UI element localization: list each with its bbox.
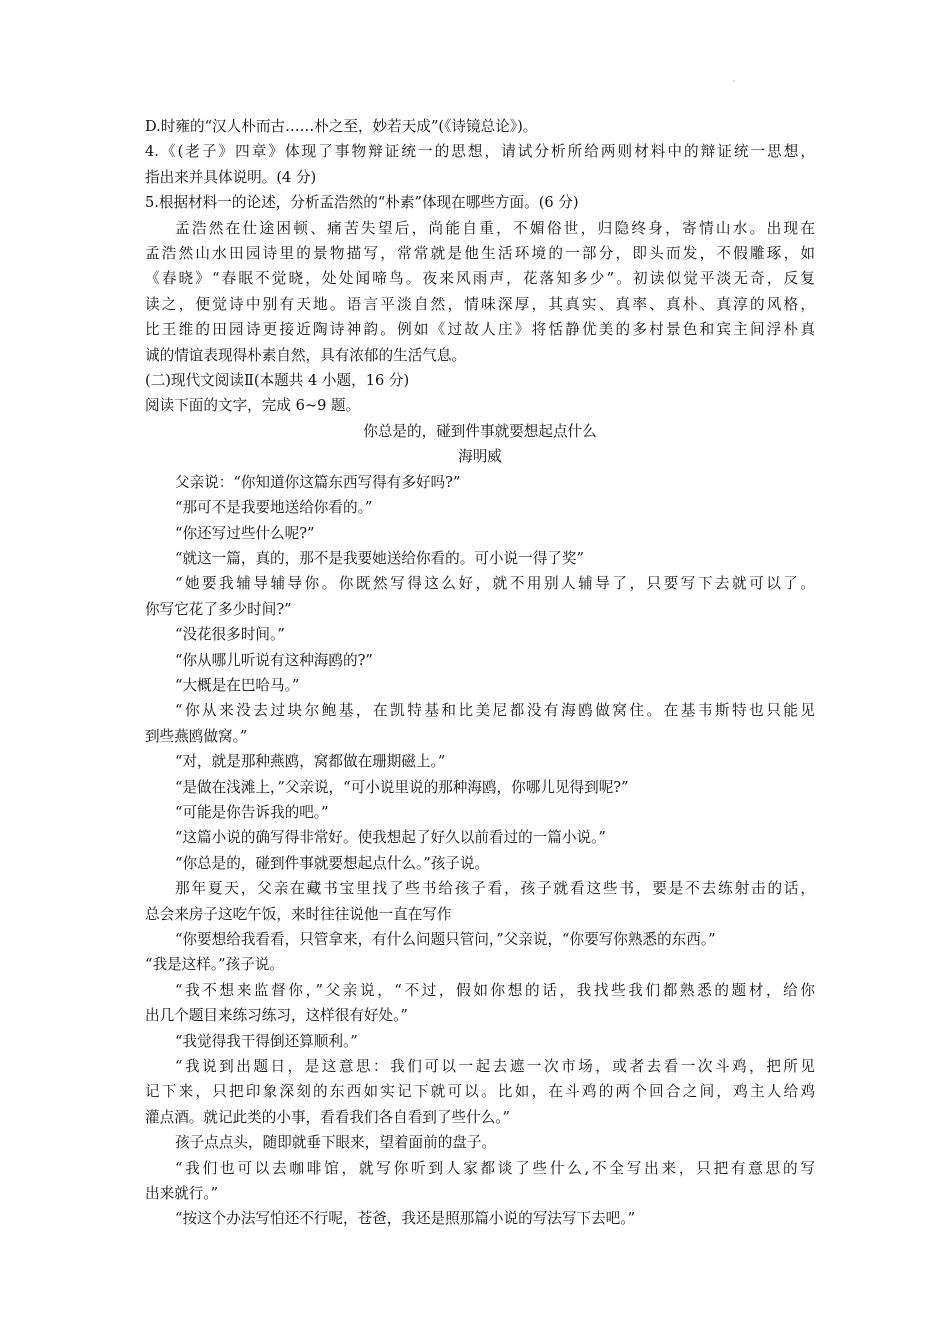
story-paragraph xyxy=(145,622,815,647)
answer-paragraph xyxy=(145,216,815,368)
question-4-line-1: 4.《(老子》四章》体现了事物辩证统一的思想，请试分析所给两则材料中的辩证统一思想， xyxy=(145,143,815,161)
corner-mark-top xyxy=(733,80,735,82)
story-paragraph xyxy=(145,470,815,495)
question-5: 5.根据材料一的论述，分析孟浩然的“朴素”体现在哪些方面。(6 分) xyxy=(145,194,579,212)
story-line: 那年夏天，父亲在藏书宝里找了些书给孩子看，孩子就看这些书，要是不去练射击的话， xyxy=(175,880,815,898)
story-line: “按这个办法写怕还不行呢，苍爸，我还是照那篇小说的写法写下去吧。” xyxy=(175,1210,636,1228)
story-line: 出来就行。” xyxy=(145,1185,219,1203)
story-line: “我说到出题日，是这意思：我们可以一起去遮一次市场，或者去看一次斗鸡，把所见 xyxy=(175,1058,815,1076)
story-paragraph xyxy=(145,1130,815,1155)
story-line: “是做在浅滩上，”父亲说，“可小说里说的那种海鸥，你哪儿见得到呢?” xyxy=(175,778,629,796)
answer-line: 比王维的田园诗更接近陶诗神韵。例如《过故人庄》将恬静优美的多村景色和宾主间浮朴真 xyxy=(145,321,815,339)
story-line: “你从来没去过块尔鲍基，在凯特基和比美尼都没有海鸥做窝住。在基韦斯特也只能见 xyxy=(175,702,815,720)
story-paragraph xyxy=(145,749,815,774)
section-heading: (二)现代文阅读Ⅱ(本题共 4 小题，16 分) xyxy=(145,372,410,390)
story-line: 灌点酒。就记此类的小事，看看我们各自看到了些什么。” xyxy=(145,1108,511,1126)
story-line: 到些燕鸥做窝。” xyxy=(145,727,248,745)
story-line: “我觉得我干得倒还算顺利。” xyxy=(175,1032,358,1050)
story-paragraph xyxy=(145,978,815,1029)
option-d: D.时雍的“汉人朴而古……朴之至，妙若天成”(《诗镜总论》)。 xyxy=(145,118,538,135)
document-page xyxy=(145,114,815,1232)
story-paragraph xyxy=(145,800,815,825)
story-line: “可能是你告诉我的吧。” xyxy=(175,803,329,821)
story-paragraph xyxy=(145,648,815,673)
story-paragraph xyxy=(145,876,815,927)
story-paragraph xyxy=(145,546,815,571)
story-line: “你总是的，碰到件事就要想起点什么。”孩子说。 xyxy=(175,854,490,872)
story-line: 父亲说：“你知道你这篇东西写得有多好吗?” xyxy=(175,473,461,491)
question-4-line-2: 指出来并具体说明。(4 分) xyxy=(145,168,317,186)
story-paragraph xyxy=(145,851,815,876)
story-paragraph xyxy=(145,775,815,800)
story-paragraph xyxy=(145,1156,815,1207)
story-line: 你写它花了多少时间?” xyxy=(145,600,292,618)
story-paragraph xyxy=(145,1054,815,1130)
story-line: 出几个题目来练习练习，这样很有好处。” xyxy=(145,1007,408,1025)
story-line: “这篇小说的确写得非常好。使我想起了好久以前看过的一篇小说。” xyxy=(175,829,606,847)
story-paragraph xyxy=(145,952,815,977)
story-line: “没花很多时间。” xyxy=(175,626,285,644)
story-line: “我是这样。”孩子说。 xyxy=(145,956,284,974)
story-line: “我不想来监督你，”父亲说，“不过，假如你想的话，我找些我们都熟悉的题材，给你 xyxy=(175,981,815,999)
story-paragraph xyxy=(145,1206,815,1231)
story-line: “那可不是我要地送给你看的。” xyxy=(175,499,373,517)
answer-line: 《春晓》“春眠不觉晓，处处闻啼鸟。夜来风雨声，花落知多少”。初读似觉平淡无奇，反复 xyxy=(145,270,815,288)
story-line: “大概是在巴哈马。” xyxy=(175,676,300,694)
story-paragraph xyxy=(145,521,815,546)
story-line: “就这一篇，真的，那不是我要她送给你看的。可小说一得了奖” xyxy=(175,549,584,567)
story-paragraph xyxy=(145,825,815,850)
story-author: 海明威 xyxy=(458,448,502,466)
story-paragraph xyxy=(145,1029,815,1054)
story-line: 记下来，只把印象深刻的东西如实记下就可以。比如，在斗鸡的两个回合之间，鸡主人给鸡 xyxy=(145,1083,815,1101)
story-title: 你总是的，碰到件事就要想起点什么 xyxy=(363,422,597,440)
answer-line: 诚的情谊表现得朴素自然，具有浓郁的生活气息。 xyxy=(145,346,467,364)
section-instruction: 阅读下面的文字，完成 6~9 题。 xyxy=(145,397,361,415)
story-body xyxy=(145,470,815,1232)
story-line: 孩子点点头，随即就垂下眼来，望着面前的盘子。 xyxy=(175,1134,497,1152)
story-line: “我们也可以去咖啡馆，就写你听到人家都谈了些什么,不全写出来，只把有意思的写 xyxy=(175,1159,815,1177)
answer-line: 孟浩然山水田园诗里的景物描写，常常就是他生活环境的一部分，即头而发，不假雕琢，如 xyxy=(145,245,815,263)
answer-line: 读之，便觉诗中别有天地。语言平淡自然，情味深厚，其真实、真率、真朴、真淳的风格， xyxy=(145,295,815,313)
story-line: “她要我辅导辅导你。你既然写得这么好，就不用别人辅导了，只要写下去就可以了。 xyxy=(175,575,815,593)
story-paragraph xyxy=(145,698,815,749)
story-paragraph xyxy=(145,571,815,622)
story-line: 总会来房子这吃午饭，来时往往说他一直在写作 xyxy=(145,905,452,923)
story-paragraph xyxy=(145,673,815,698)
story-line: “对，就是那种燕鸥，窝都做在珊期磁上。” xyxy=(175,753,446,771)
story-line: “你从哪儿听说有这种海鸥的?” xyxy=(175,651,373,669)
story-line: “你还写过些什么呢?” xyxy=(175,524,315,542)
story-paragraph xyxy=(145,927,815,952)
answer-line: 孟浩然在仕途困顿、痛苦失望后，尚能自重，不媚俗世，归隐终身，寄情山水。出现在 xyxy=(175,219,815,237)
story-paragraph xyxy=(145,495,815,520)
story-line: “你要想给我看看，只管拿来，有什么问题只管问，”父亲说，“你要写你熟悉的东西。” xyxy=(175,931,716,948)
